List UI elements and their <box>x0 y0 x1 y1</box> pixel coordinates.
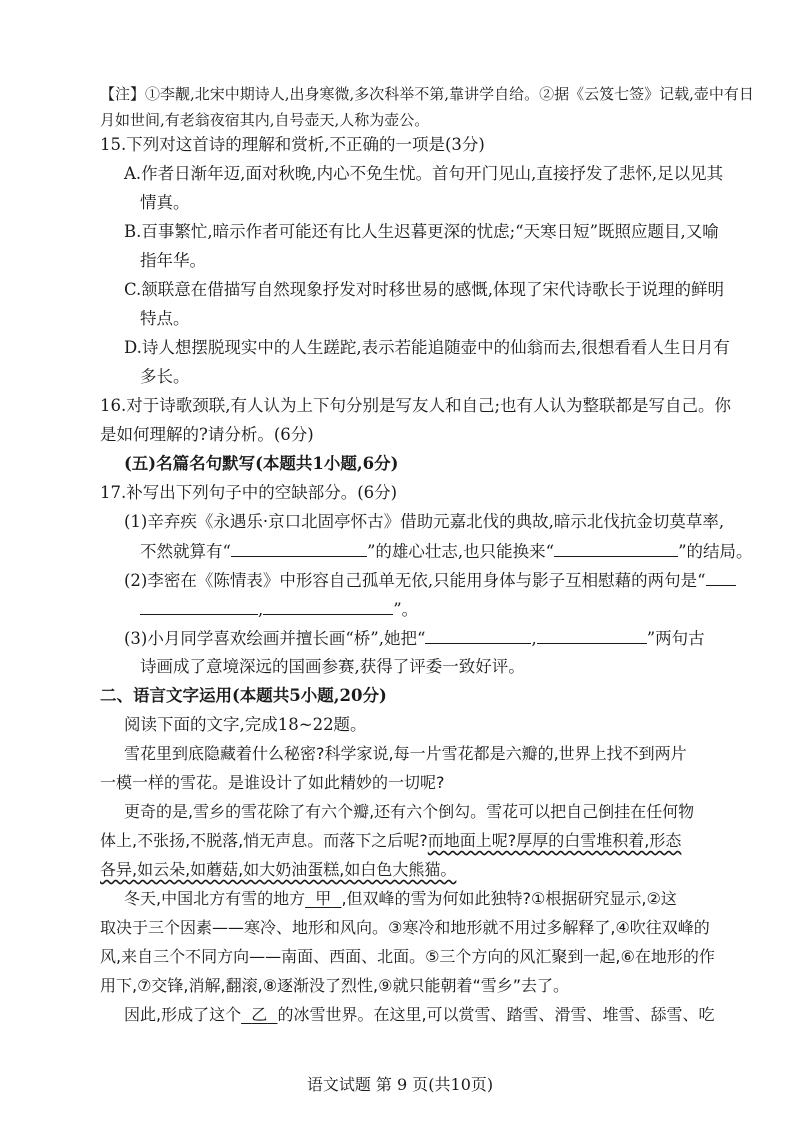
q15-stem: 15.下列对这首诗的理解和赏析,不正确的一项是(3分) <box>100 135 485 154</box>
passage-p2-line1: 更奇的是,雪乡的雪花除了有六个瓣,还有六个倒勾。雪花可以把自己倒挂在任何物 <box>124 802 695 821</box>
passage-p3-text-a: 冬天,中国北方有雪的地方 <box>124 889 306 908</box>
answer-blank[interactable] <box>263 598 393 615</box>
q17-part3-text-b: , <box>531 629 537 648</box>
note-line-1: 【注】①李觏,北宋中期诗人,出身寒微,多次科举不第,靠讲学自给。②据《云笈七签》记载,壶中有日 <box>100 85 754 103</box>
wavy-underlined-text: 各异,如云朵,如蘑菇,如大奶油蛋糕,如白色大熊猫。 <box>100 860 457 879</box>
part2-heading: 二、语言文字运用(本题共5小题,20分) <box>100 686 387 705</box>
q15-option-d-line1: D.诗人想摆脱现实中的人生蹉跎,表示若能追随壶中的仙翁而去,很想看看人生日月有 <box>124 338 730 357</box>
q17-part2-text-c: ”。 <box>393 600 419 619</box>
answer-blank[interactable] <box>140 598 258 615</box>
passage-p1-line2: 一模一样的雪花。是谁设计了如此精妙的一切呢? <box>100 773 445 792</box>
passage-p3-line1 <box>124 888 800 910</box>
passage-p4-line1 <box>124 1004 800 1026</box>
passage-p1-line1: 雪花里到底隐藏着什么秘密?科学家说,每一片雪花都是六瓣的,世界上找不到两片 <box>124 744 687 763</box>
q15-option-d-line2: 多长。 <box>140 367 190 386</box>
passage-p3-line2: 取决于三个因素——寒冷、地形和风向。③寒冷和地形就不用过多解释了,④吹往双峰的 <box>100 918 710 937</box>
q17-part1-line1: (1)辛弃疾《永遇乐·京口北固亭怀古》借助元嘉北伐的典故,暗示北伐抗金切莫草率, <box>124 512 725 531</box>
note-line-2: 月如世间,有老翁夜宿其内,自号壶天,人称为壶公。 <box>100 111 430 129</box>
answer-blank[interactable] <box>706 569 736 586</box>
passage-p3-line4: 用下,⑦交锋,消解,翻滚,⑧逐渐没了烈性,⑨就只能朝着“雪乡”去了。 <box>100 976 570 995</box>
q17-part2-line1 <box>124 569 800 592</box>
wavy-underlined-text: 而地面上呢?厚厚的白雪堆积着,形态 <box>427 831 682 850</box>
page-footer: 语文试题 第 9 页(共10页) <box>306 1075 494 1094</box>
q17-part3-text-a: (3)小月同学喜欢绘画并擅长画“桥”,她把“ <box>124 629 426 648</box>
passage-p4-text-b: 的冰雪世界。在这里,可以赏雪、踏雪、滑雪、堆雪、舔雪、吃 <box>277 1005 715 1024</box>
q15-option-b-line1: B.百事繁忙,暗示作者可能还有比人生迟暮更深的忧虑;“天寒日短”既照应题目,又喻 <box>124 222 719 241</box>
q17-part1-text-a: 不然就算有“ <box>140 542 231 561</box>
q16-line1: 16.对于诗歌颈联,有人认为上下句分别是写友人和自己;也有人认为整联都是写自己。你 <box>100 396 732 415</box>
q17-part3-line2: 诗画成了意境深远的国画参赛,获得了评委一致好评。 <box>140 657 525 676</box>
q17-part2-text-b: , <box>258 600 264 619</box>
q17-part3-line1 <box>124 627 800 650</box>
q17-part1-text-b: ”的雄心壮志,也只能换来“ <box>366 542 555 561</box>
q17-part1-text-c: ”的结局。 <box>678 542 753 561</box>
answer-blank[interactable] <box>425 627 531 644</box>
q17-stem: 17.补写出下列句子中的空缺部分。(6分) <box>100 483 398 502</box>
q17-part2-line2 <box>140 598 800 621</box>
passage-p3-text-b: ,但双峰的雪为何如此独特?①根据研究显示,②这 <box>341 889 677 908</box>
q15-option-c-line1: C.颔联意在借描写自然现象抒发对时移世易的感慨,体现了宋代诗歌长于说理的鲜明 <box>124 280 725 299</box>
part2-intro: 阅读下面的文字,完成18~22题。 <box>124 715 367 734</box>
blank-yi: 乙 <box>251 1005 268 1024</box>
passage-p2-line3 <box>100 859 800 881</box>
passage-p2-text: 体上,不张扬,不脱落,悄无声息。而落下之后呢? <box>100 831 428 850</box>
q17-part1-line2 <box>140 540 800 563</box>
answer-blank[interactable] <box>554 540 678 557</box>
answer-blank[interactable] <box>537 627 647 644</box>
q15-option-c-line2: 特点。 <box>140 309 190 328</box>
passage-p3-line3: 风,来自三个不同方向——南面、西面、北面。⑤三个方向的风汇聚到一起,⑥在地形的作 <box>100 947 715 966</box>
q17-part2-text-a: (2)李密在《陈情表》中形容自己孤单无依,只能用身体与影子互相慰藉的两句是“ <box>124 571 706 590</box>
q15-option-a-line2: 情真。 <box>140 193 190 212</box>
passage-p2-line2 <box>100 830 800 852</box>
section5-heading: (五)名篇名句默写(本题共1小题,6分) <box>124 454 399 473</box>
answer-blank[interactable] <box>231 540 367 557</box>
q17-part3-text-c: ”两句古 <box>646 629 705 648</box>
blank-jia: 甲 <box>315 889 332 908</box>
q15-option-b-line2: 指年华。 <box>140 251 206 270</box>
q15-option-a-line1: A.作者日渐年迈,面对秋晚,内心不免生忧。首句开门见山,直接抒发了悲怀,足以见其 <box>124 164 724 183</box>
passage-p4-text-a: 因此,形成了这个 <box>124 1005 242 1024</box>
q16-line2: 是如何理解的?请分析。(6分) <box>100 425 314 444</box>
